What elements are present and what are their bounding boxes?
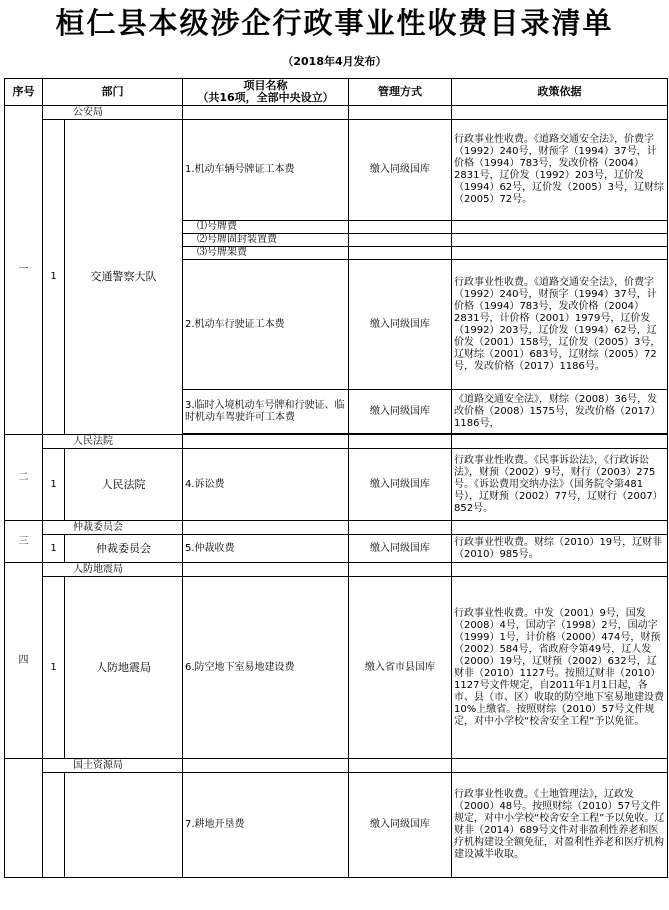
item-name: 3.临时入境机动车号牌和行驶证、临时机动车驾驶许可工本费 [183,390,349,434]
basis-cell [452,234,668,247]
subdept-cell: 人防地震局 [65,577,183,759]
empty-cell [183,521,349,535]
header-basis: 政策依据 [452,79,668,106]
item-name: 5.仲裁收费 [183,535,349,563]
mgmt-cell [349,234,452,247]
item-name: ⑶号牌架费 [183,247,349,260]
mgmt-cell [349,221,452,234]
num-cell: 1 [43,449,65,521]
subdept-cell: 人民法院 [65,449,183,521]
table-row [5,449,668,521]
basis-cell: 行政事业性收费。《民事诉讼法》，《行政诉讼法》，财预（2002）9号，财行（2003）275号。《诉讼费用交纳办法》（国务院令第481号），辽财预（2002）77号，辽财行（2007）852号。 [452,449,668,521]
basis-cell: 行政事业性收费。《道路交通安全法》，价费字（1992）240号，财预字（1994）37号，计价格（1994）783号，发改价格（2004）2831号，计价格（2001）1979号，辽价发（1992）203号，辽价发（1994）62号，辽价发（2001）158号，辽价发（2005）3号，辽财综（2001）683号，辽财综（2005）72号，发改价格（2017）1186号。 [452,260,668,390]
empty-cell [452,106,668,120]
dept-cell: 人民法院 [43,435,183,449]
seq-cell [5,759,43,878]
empty-cell [452,435,668,449]
item-name: 2.机动车行驶证工本费 [183,260,349,390]
basis-cell: 行政事业性收费。中发（2001）9号，国发（2008）4号，国动字（1998）2号，国动字（1999）1号，计价格（2000）474号，财预（2002）584号，省政府令第49号，辽人发（2000）19号，辽财预（2002）632号，辽财非（2010）1127号。按照辽财非（2010）1127号文件规定，自2011年1月1日起，各市、县（市、区）收取的防空地下室易地建设费10%上缴省。按照财综（2010）57号文件规定，对中小学校“校舍安全工程”予以免征。 [452,577,668,759]
item-name: ⑴号牌费 [183,221,349,234]
table-row [5,773,668,878]
header-seq: 序号 [5,79,43,106]
item-name: 1.机动车辆号牌证工本费 [183,120,349,221]
mgmt-cell: 缴入同级国库 [349,390,452,434]
seq-cell: 四 [5,563,43,759]
dept-cell: 公安局 [43,106,183,120]
item-name: 7.耕地开垦费 [183,773,349,878]
table-row [5,106,668,120]
header-dept: 部门 [43,79,183,106]
empty-cell [349,759,452,773]
basis-cell: 行政事业性收费。财综（2010）19号，辽财非（2010）985号。 [452,535,668,563]
table-row [5,759,668,773]
header-item-line1: 项目名称 [243,79,288,92]
table-row [5,563,668,577]
num-cell: 1 [43,535,65,563]
subdept-cell: 交通警察大队 [65,120,183,435]
empty-cell [183,759,349,773]
mgmt-cell: 缴入省市县国库 [349,577,452,759]
mgmt-cell: 缴入同级国库 [349,773,452,878]
num-cell: 1 [43,120,65,435]
empty-cell [452,521,668,535]
header-item [183,79,349,106]
dept-cell: 国土资源局 [43,759,183,773]
empty-cell [183,563,349,577]
table-row [5,120,668,221]
mgmt-cell: 缴入同级国库 [349,120,452,221]
header-mgmt: 管理方式 [349,79,452,106]
mgmt-cell: 缴入同级国库 [349,260,452,390]
fee-table [4,78,668,878]
table-row [5,535,668,563]
empty-cell [349,435,452,449]
mgmt-cell: 缴入同级国库 [349,535,452,563]
subdept-cell [65,773,183,878]
seq-cell: 三 [5,521,43,563]
empty-cell [452,759,668,773]
dept-cell: 仲裁委员会 [43,521,183,535]
table-row [5,521,668,535]
num-cell: 1 [43,577,65,759]
subdept-cell: 仲裁委员会 [65,535,183,563]
empty-cell [183,435,349,449]
item-name: 4.诉讼费 [183,449,349,521]
table-row [5,577,668,759]
mgmt-cell: 缴入同级国库 [349,449,452,521]
table-row [5,435,668,449]
empty-cell [452,563,668,577]
basis-cell: 行政事业性收费。《道路交通安全法》，价费字（1992）240号，财预字（1994）37号，计价格（1994）783号，发改价格（2004）2831号，辽价发（1992）203号，辽价发（1994）62号，辽价发（2005）3号，辽财综（2005）72号。 [452,120,668,221]
empty-cell [349,521,452,535]
empty-cell [183,106,349,120]
empty-cell [349,563,452,577]
release-date: （2018年4月发布） [282,55,387,68]
item-name: 6.防空地下室易地建设费 [183,577,349,759]
mgmt-cell [349,247,452,260]
table-header-row [5,79,668,106]
item-name: ⑵号牌固封装置费 [183,234,349,247]
basis-cell [452,221,668,234]
seq-cell: 二 [5,435,43,521]
seq-cell: 一 [5,106,43,435]
dept-cell: 人防地震局 [43,563,183,577]
header-item-line2: （共16项，全部中央设立） [197,91,334,104]
basis-cell: 《道路交通安全法》，财综（2008）36号，发改价格（2008）1575号，发改价格（2017）1186号， [452,390,668,434]
page-title: 桓仁县本级涉企行政事业性收费目录清单 [55,6,614,40]
empty-cell [349,106,452,120]
basis-cell: 行政事业性收费。《土地管理法》，辽政发（2000）48号。按照财综（2010）57号文件规定，对中小学校“校舍安全工程”予以免收。辽财非（2014）689号文件对非盈利性养老和医疗机构建设全额免征，对盈利性养老和医疗机构建设减半收取。 [452,773,668,878]
num-cell [43,773,65,878]
basis-cell [452,247,668,260]
